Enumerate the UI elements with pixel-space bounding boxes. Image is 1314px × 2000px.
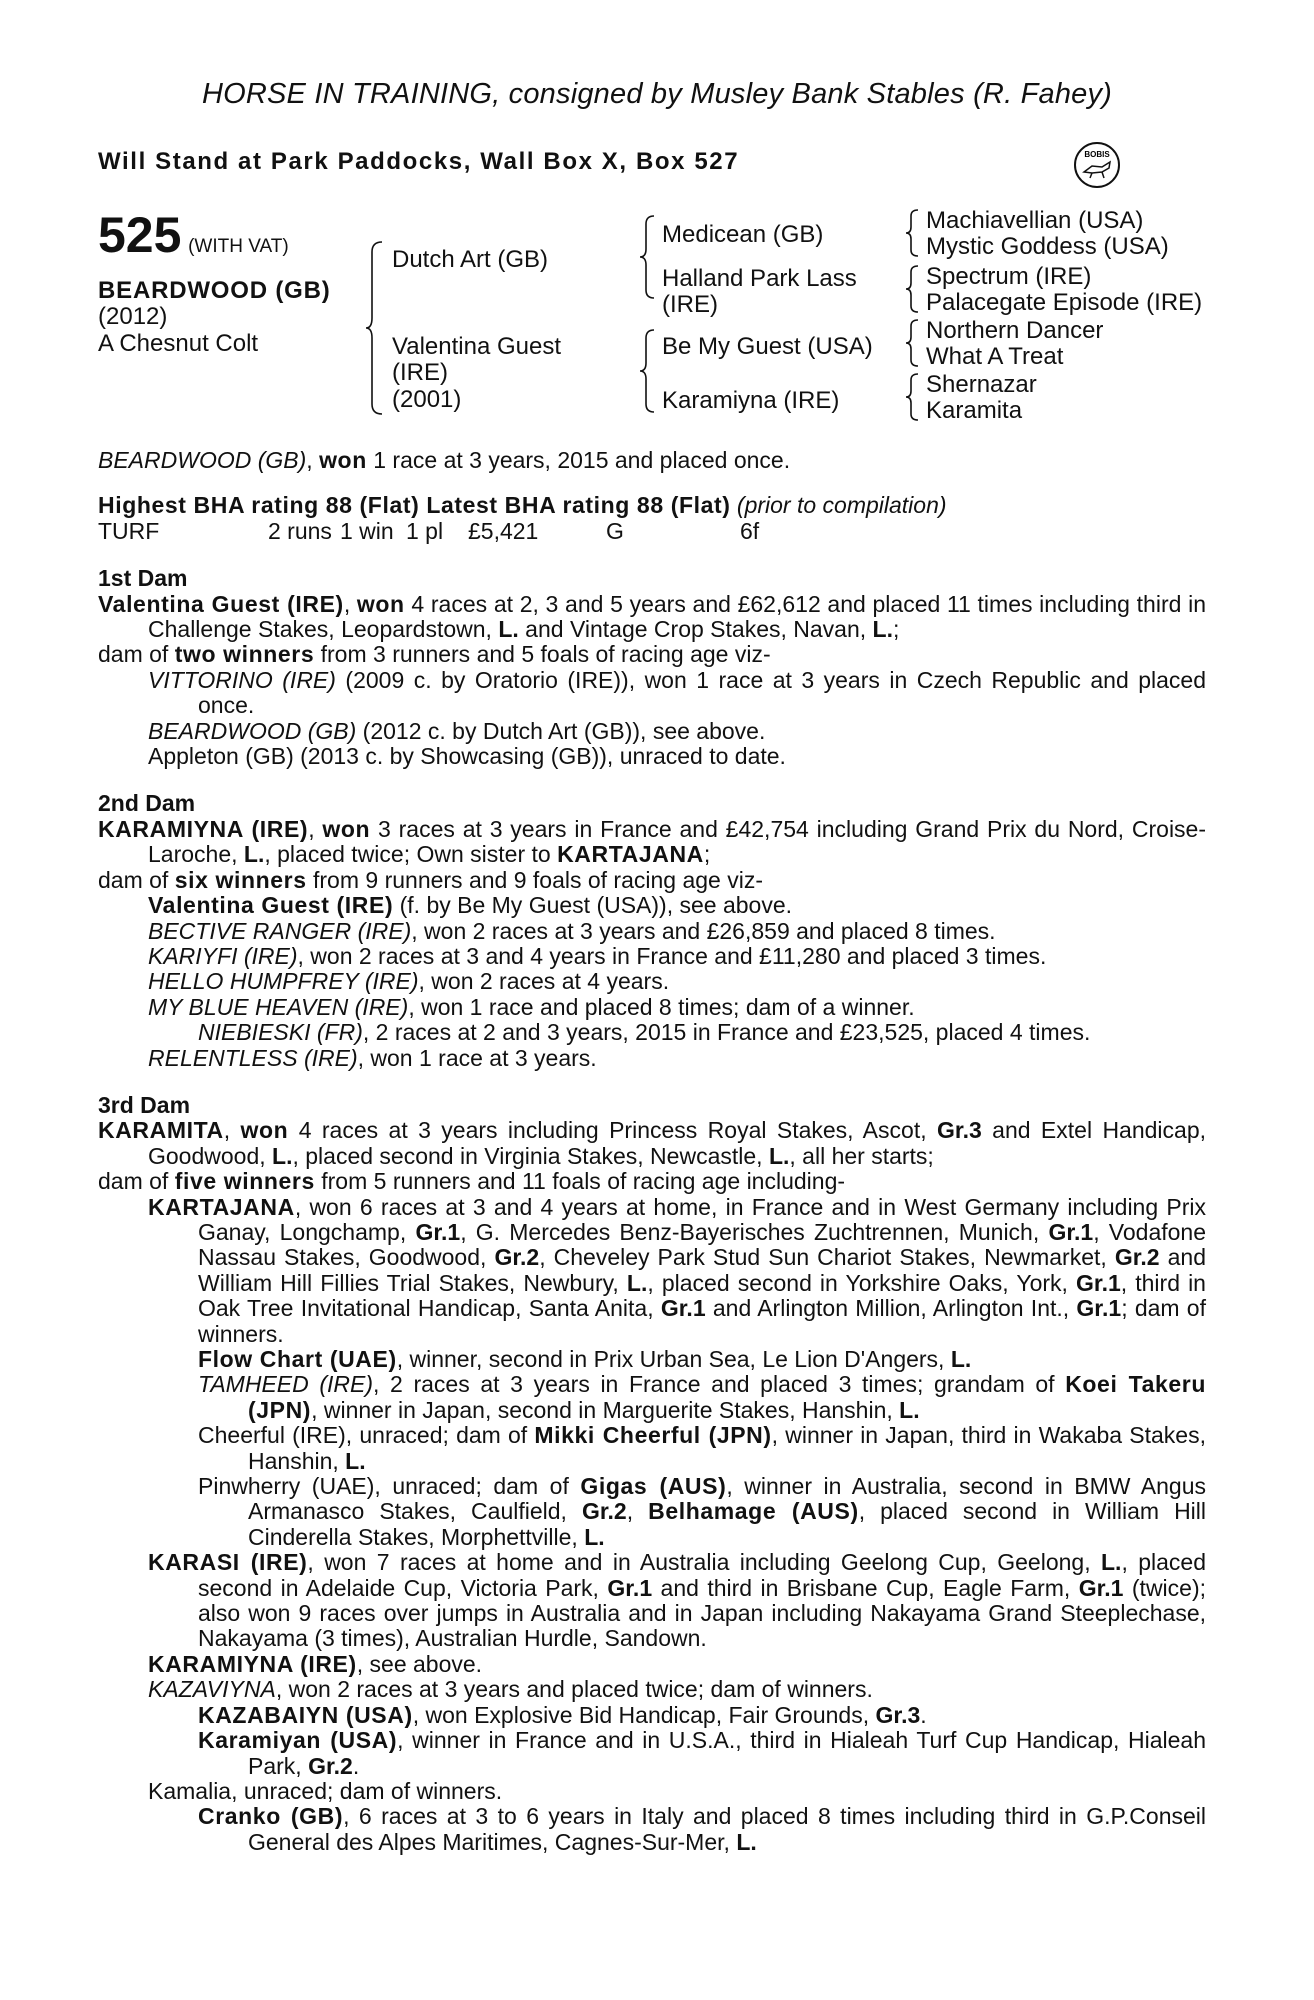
dam3-kartajana — [98, 1195, 1206, 1347]
kartajana-g4: Gr.2 — [1114, 1244, 1160, 1271]
dam3-won: won — [240, 1117, 289, 1144]
karamiyna-t1: , see above. — [356, 1650, 483, 1677]
flowchart-name: Flow Chart (UAE) — [198, 1346, 397, 1372]
dam1-text3: ; — [893, 616, 900, 643]
dam2-p6-name: NIEBIESKI (FR) — [198, 1019, 363, 1046]
dam3-produce-summary — [98, 1169, 1206, 1194]
dam-dam: Karamiyna (IRE) — [662, 387, 840, 414]
turf-going: G — [606, 517, 624, 544]
dam1-record: Valentina Guest (IRE), won 4 races at 2, 3 and 5 years and £62,612 and placed 11 times including third in Challenge Stakes, Leopardstown, L. and Vintage Crop Stakes, Navan, L.; — [98, 590, 1206, 643]
cheerful-t1: Cheerful (IRE), unraced; dam of — [198, 1422, 535, 1449]
pedigree-brace-g4-2 — [904, 264, 920, 314]
kartajana-t3: , Vodafone Nassau Stakes, Goodwood, — [198, 1218, 1206, 1271]
kazaviyna-t1: , won 2 races at 3 years and placed twice; dam of winners. — [275, 1676, 873, 1703]
kartajana-g5: L. — [626, 1269, 648, 1296]
dam2-text2: , placed twice; Own sister to — [264, 841, 558, 868]
karasi-name: KARASI (IRE) — [148, 1549, 308, 1576]
bobis-logo — [1072, 140, 1122, 190]
turf-places: 1 pl — [406, 517, 444, 544]
dam3-text1: 4 races at 3 years including Princess Royal Stakes, Ascot, — [288, 1117, 937, 1144]
rating-line — [98, 493, 1206, 518]
turf-record — [98, 519, 1206, 544]
kartajana-g3: Gr.2 — [494, 1244, 540, 1271]
dam1-progeny-1 — [98, 668, 1206, 719]
tamheed-t1: , 2 races at 3 years in France and placed 3 times; grandam of — [373, 1371, 1066, 1398]
dam3-text2: and Extel Handicap, Goodwood, — [148, 1117, 1207, 1169]
kartajana-g2: Gr.1 — [1048, 1218, 1094, 1245]
karamiyan-t2: . — [352, 1752, 360, 1779]
catalogue-body — [98, 448, 1206, 1855]
tamheed-g1: L. — [899, 1396, 920, 1423]
dam-sire-dam: What A Treat — [926, 343, 1064, 370]
dam3-pinwherry — [98, 1474, 1206, 1550]
kazaviyna-name: KAZAVIYNA — [148, 1676, 276, 1703]
dam-line1: Valentina Guest — [392, 333, 561, 360]
dam1-winners: two winners — [174, 641, 315, 668]
sire-sire: Medicean (GB) — [662, 221, 824, 248]
pinwherry-progeny2: Belhamage (AUS) — [648, 1498, 859, 1525]
turf-distance: 6f — [740, 517, 760, 544]
dam2-p2-name: BECTIVE RANGER (IRE) — [148, 917, 412, 944]
summary-name: BEARDWOOD (GB) — [98, 447, 307, 473]
cranko-g1: L. — [736, 1828, 757, 1855]
dam1-p2-name: BEARDWOOD (GB) — [148, 717, 357, 744]
dam2-p3-name: KARIYFI (IRE) — [148, 942, 298, 969]
bobis-logo-text: BOBIS — [1084, 150, 1110, 159]
turf-runs: 2 runs — [268, 517, 332, 544]
dam1-produce-summary — [98, 642, 1206, 667]
dam3-text3: , placed second in Virginia Stakes, Newcastle, — [292, 1142, 769, 1169]
dam3-flowchart — [98, 1347, 1206, 1372]
dam3-kazabaiyn — [98, 1703, 1206, 1728]
dam2-text1: 3 races at 3 years in France and £42,754 including Grand Prix du Nord, Croise-Laroche, — [148, 815, 1207, 868]
sire: Dutch Art (GB) — [392, 246, 549, 273]
dam2-p4-text: , won 2 races at 4 years. — [418, 968, 670, 995]
dam2-progeny-1 — [98, 893, 1206, 918]
karamiyan-t1: , winner in France and in U.S.A., third in Hialeah Turf Cup Handicap, Hialeah Park, — [248, 1727, 1207, 1779]
dam3-tamheed — [98, 1372, 1206, 1423]
page-title: HORSE IN TRAINING, consigned by Musley Bank Stables (R. Fahey) — [201, 78, 1113, 110]
flowchart-g1: L. — [950, 1346, 972, 1372]
kartajana-t1: , won 6 races at 3 and 4 years at home, in France and in West Germany including Prix Ganay, Longchamp, — [198, 1193, 1206, 1245]
pinwherry-t1: Pinwherry (UAE), unraced; dam of — [198, 1473, 581, 1500]
dam2-p1-text: (f. by Be My Guest (USA)), see above. — [393, 892, 793, 919]
karasi-t2: , placed second in Adelaide Cup, Victoria Park, — [198, 1549, 1206, 1601]
dam3-cranko — [98, 1804, 1206, 1855]
dam2-p3-text: , won 2 races at 3 and 4 years in France and £11,280 and placed 3 times. — [297, 942, 1047, 969]
dam2-progeny-2 — [98, 919, 1206, 944]
dam3-name: KARAMITA — [98, 1117, 224, 1144]
dam-sire: Be My Guest (USA) — [662, 333, 873, 360]
tamheed-grandson: Koei Takeru (JPN) — [248, 1371, 1206, 1423]
cheerful-t2: , winner in Japan, third in Wakaba Stakes, Hanshin, — [248, 1422, 1206, 1474]
summary-line: BEARDWOOD (GB), won 1 race at 3 years, 2015 and placed once. — [98, 447, 791, 473]
dam2-damof-rest: from 9 runners and 9 foals of racing age viz- — [306, 866, 764, 893]
sire-dam-dam: Palacegate Episode (IRE) — [926, 289, 1203, 316]
kartajana-t6: , placed second in Yorkshire Oaks, York, — [647, 1269, 1077, 1296]
pinwherry-t3: , — [626, 1498, 649, 1525]
dam1-damof-rest: from 3 runners and 5 foals of racing age viz- — [314, 641, 771, 668]
kartajana-t9: ; dam of winners. — [198, 1295, 1206, 1347]
kartajana-g1: Gr.1 — [415, 1218, 461, 1245]
summary-rest: 1 race at 3 years, 2015 and placed once. — [366, 447, 791, 473]
karamiyna-name: KARAMIYNA (IRE) — [148, 1650, 357, 1677]
dam2-p1-name: Valentina Guest (IRE) — [148, 892, 394, 919]
dam1-text1: 4 races at 2, 3 and 5 years and £62,612 and placed 11 times including third in Challenge Stakes, Leopardstown, — [148, 590, 1206, 643]
karasi-g1: L. — [1100, 1549, 1122, 1576]
dam2-progeny-3 — [98, 944, 1206, 969]
dam-line3: (2001) — [392, 386, 462, 413]
horse-name: BEARDWOOD (GB) — [98, 277, 331, 304]
turf-wins: 1 win — [340, 517, 394, 544]
dam3-karasi — [98, 1550, 1206, 1652]
pinwherry-t4: , placed second in William Hill Cinderella Stakes, Morphettville, — [248, 1498, 1207, 1550]
dam2-p7-text: , won 1 race at 3 years. — [357, 1044, 597, 1071]
dam1-damof: dam of — [98, 641, 175, 668]
dam2-heading: 2nd Dam — [98, 790, 196, 817]
cranko-t1: , 6 races at 3 to 6 years in Italy and placed 8 times including third in G.P.Conseil General des Alpes Maritimes, Cagnes-Sur-Mer, — [248, 1803, 1206, 1855]
pinwherry-g2: L. — [584, 1523, 605, 1550]
dam2-progeny-5 — [98, 995, 1206, 1020]
dam3-kamalia: Kamalia, unraced; dam of winners. — [148, 1777, 503, 1804]
dam1-heading: 1st Dam — [98, 565, 188, 592]
dam2-damof: dam of — [98, 866, 175, 893]
karasi-t4: (twice); also won 9 races over jumps in Australia and in Japan including Nakayama Grand Steeplechase, Nakayama (3 times), Australian Hurdle, Sandown. — [198, 1574, 1207, 1652]
horse-description: A Chesnut Colt — [98, 330, 259, 357]
dam2-p6-text: , 2 races at 2 and 3 years, 2015 in France and £23,525, placed 4 times. — [362, 1019, 1091, 1046]
karasi-g2: Gr.1 — [607, 1574, 653, 1601]
dam1-grade1: L. — [498, 616, 519, 643]
stand-location: Will Stand at Park Paddocks, Wall Box X, Box 527 — [98, 148, 740, 175]
dam2-progeny-7 — [98, 1046, 1206, 1071]
dam-line2: (IRE) — [392, 359, 448, 386]
kazabaiyn-t1: , won Explosive Bid Handicap, Fair Grounds, — [412, 1701, 876, 1728]
dam2-p2-text: , won 2 races at 3 years and £26,859 and placed 8 times. — [411, 917, 996, 944]
dam3-grade3: L. — [768, 1142, 790, 1169]
dam2-p7-name: RELENTLESS (IRE) — [148, 1044, 358, 1071]
kartajana-t8: and Arlington Million, Arlington Int., — [705, 1295, 1077, 1322]
lot-number-block — [98, 207, 289, 263]
kartajana-t7: , third in Oak Tree Invitational Handicap, Santa Anita, — [198, 1269, 1206, 1322]
dam2-p4-name: HELLO HUMPFREY (IRE) — [148, 968, 419, 995]
dam3-grade1: Gr.3 — [937, 1117, 982, 1144]
kartajana-name: KARTAJANA — [148, 1193, 295, 1220]
dam-dam-dam: Karamita — [926, 397, 1023, 424]
kazabaiyn-t2: . — [920, 1701, 927, 1728]
dam2-won: won — [322, 815, 371, 842]
pedigree-brace-g4-4 — [904, 372, 920, 422]
dam1-progeny-2 — [98, 719, 1206, 744]
dam1-text2: and Vintage Crop Stakes, Navan, — [518, 616, 873, 643]
kartajana-t2: , G. Mercedes Benz-Bayerisches Zuchtrennen, Munich, — [460, 1218, 1049, 1245]
kartajana-g6: Gr.1 — [1076, 1269, 1121, 1296]
horse-year: (2012) — [98, 303, 168, 330]
dam3-text4: , all her starts; — [789, 1142, 934, 1169]
dam2-sister: KARTAJANA — [557, 841, 704, 868]
cheerful-g1: L. — [345, 1447, 366, 1474]
kartajana-g8: Gr.1 — [1076, 1295, 1122, 1322]
dam2-name: KARAMIYNA (IRE) — [98, 815, 309, 842]
dam2-grade1: L. — [243, 841, 265, 868]
karasi-t1: , won 7 races at home and in Australia including Geelong Cup, Geelong, — [307, 1549, 1101, 1576]
tamheed-t2: , winner in Japan, second in Marguerite Stakes, Hanshin, — [311, 1396, 900, 1423]
turf-earnings: £5,421 — [468, 517, 539, 544]
dam3-damof: dam of — [98, 1168, 175, 1195]
dam1-won: won — [356, 590, 405, 617]
kartajana-t4: , Cheveley Park Stud Sun Chariot Stakes, Newmarket, — [539, 1244, 1115, 1271]
sire-dam-sire: Spectrum (IRE) — [926, 263, 1092, 290]
pedigree-brace-dam — [638, 328, 656, 414]
dam2-p5-name: MY BLUE HEAVEN (IRE) — [148, 993, 409, 1020]
sire-sire-sire: Machiavellian (USA) — [926, 207, 1144, 234]
dam1-p1-text: (2009 c. by Oratorio (IRE)), won 1 race at 3 years in Czech Republic and placed once. — [198, 666, 1206, 719]
dam2-produce-summary — [98, 868, 1206, 893]
kazabaiyn-name: KAZABAIYN (USA) — [198, 1701, 413, 1728]
rating-text: Highest BHA rating 88 (Flat) Latest BHA rating 88 (Flat) — [98, 492, 731, 519]
cranko-name: Cranko (GB) — [198, 1803, 344, 1830]
dam2-record: KARAMIYNA (IRE), won 3 races at 3 years in France and £42,754 including Grand Prix du Nord, Croise-Laroche, L., placed twice; Own sister to KARTAJANA; — [98, 815, 1207, 868]
pinwherry-t2: , winner in Australia, second in BMW Angus Armanasco Stakes, Caulfield, — [248, 1473, 1206, 1525]
dam2-progeny-6 — [98, 1020, 1206, 1045]
summary-won: won — [319, 447, 367, 473]
dam3-karamiyna — [98, 1652, 1206, 1677]
dam3-winners: five winners — [174, 1168, 315, 1195]
pedigree-brace-g4-3 — [904, 318, 920, 368]
dam1-name: Valentina Guest (IRE) — [98, 590, 344, 617]
dam2-p5-text: , won 1 race and placed 8 times; dam of a winner. — [408, 993, 915, 1020]
dam3-heading: 3rd Dam — [98, 1091, 191, 1118]
kartajana-t5: and William Hill Fillies Trial Stakes, Newbury, — [198, 1244, 1207, 1296]
turf-surface: TURF — [98, 517, 160, 544]
cheerful-progeny: Mikki Cheerful (JPN) — [534, 1422, 772, 1449]
pinwherry-progeny1: Gigas (AUS) — [580, 1473, 727, 1500]
pedigree-brace-g4-1 — [904, 208, 920, 258]
lot-number: 525 — [98, 207, 182, 263]
sire-sire-dam: Mystic Goddess (USA) — [926, 233, 1169, 260]
pinwherry-g1: Gr.2 — [581, 1498, 627, 1525]
dam1-p1-name: VITTORINO (IRE) — [148, 666, 336, 693]
rating-note: (prior to compilation) — [736, 492, 947, 519]
flowchart-t1: , winner, second in Prix Urban Sea, Le Lion D'Angers, — [396, 1346, 951, 1372]
karamiyan-name: Karamiyan (USA) — [198, 1727, 398, 1754]
dam2-winners: six winners — [174, 866, 307, 893]
pedigree-brace-sire — [638, 214, 656, 300]
dam-dam-sire: Shernazar — [926, 371, 1037, 398]
karamiyan-g1: Gr.2 — [308, 1752, 353, 1779]
karasi-g3: Gr.1 — [1078, 1574, 1124, 1601]
dam1-grade2: L. — [872, 616, 893, 643]
dam3-record: KARAMITA, won 4 races at 3 years including Princess Royal Stakes, Ascot, Gr.3 and Extel Handicap, Goodwood, L., placed second in Virginia Stakes, Newcastle, L., all her starts; — [98, 1117, 1207, 1169]
dam3-grade2: L. — [272, 1142, 293, 1169]
karasi-t3: and third in Brisbane Cup, Eagle Farm, — [652, 1574, 1079, 1601]
vat-note: (WITH VAT) — [188, 236, 289, 257]
sire-dam-line2: (IRE) — [662, 291, 718, 318]
dam-sire-sire: Northern Dancer — [926, 317, 1104, 344]
pedigree-brace-main — [364, 240, 384, 416]
dam2-progeny-4 — [98, 969, 1206, 994]
dam3-damof-rest: from 5 runners and 11 foals of racing age including- — [314, 1168, 846, 1195]
dam3-kazaviyna — [98, 1677, 1206, 1702]
dam1-progeny-3: Appleton (GB) (2013 c. by Showcasing (GB)), unraced to date. — [148, 743, 786, 770]
kazabaiyn-g1: Gr.3 — [875, 1701, 921, 1728]
dam1-p2-text: (2012 c. by Dutch Art (GB)), see above. — [356, 717, 766, 744]
kartajana-g7: Gr.1 — [660, 1295, 706, 1322]
dam3-cheerful — [98, 1423, 1206, 1474]
dam2-text3: ; — [703, 841, 711, 868]
sire-dam-line1: Halland Park Lass — [662, 265, 857, 292]
tamheed-name: TAMHEED (IRE) — [198, 1371, 374, 1398]
dam3-karamiyan — [98, 1728, 1206, 1779]
